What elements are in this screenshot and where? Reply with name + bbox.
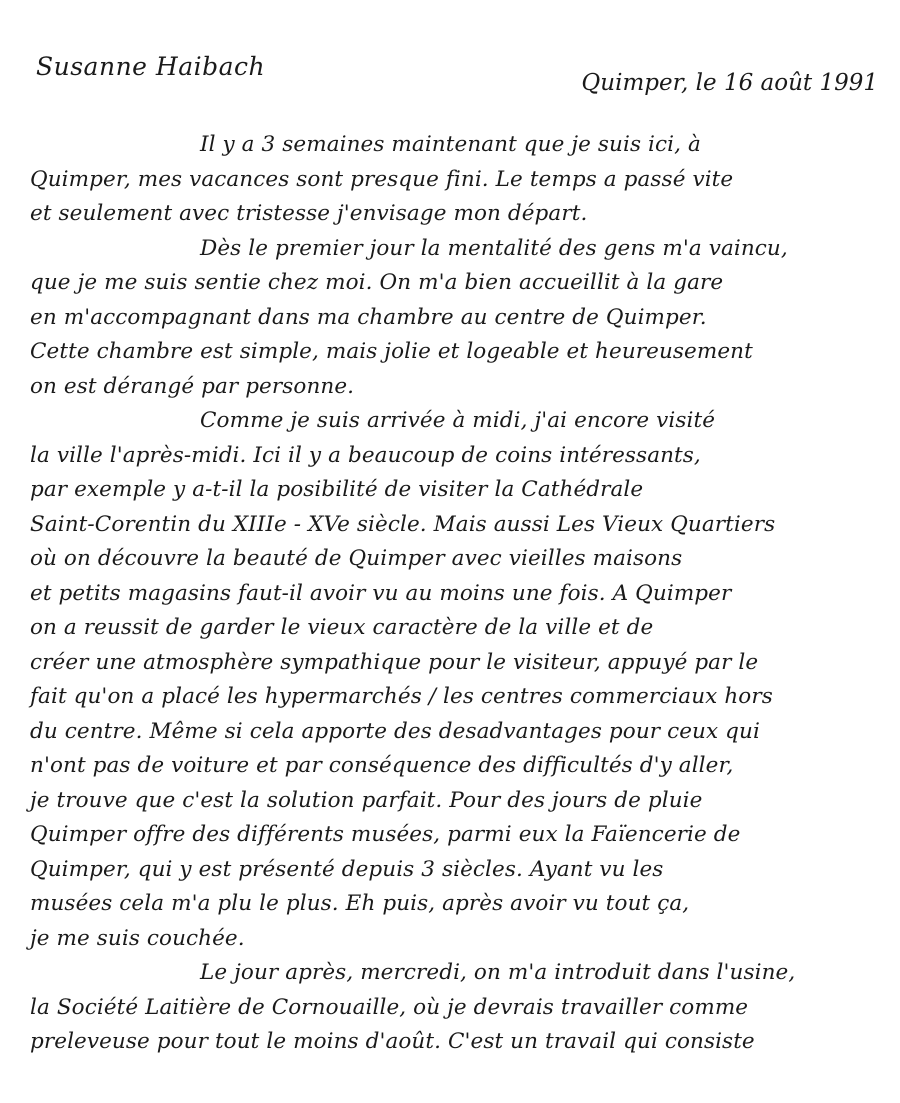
letter-line: créer une atmosphère sympathique pour le visiteur, appuyé par le (30, 649, 759, 675)
letter-line: par exemple y a-t-il la posibilité de visiter la Cathédrale (30, 477, 644, 502)
letter-line: fait qu'on a placé les hypermarchés / les centres commerciaux hors (30, 684, 773, 709)
letter-line: Cette chambre est simple, mais jolie et logeable et heureusement (30, 339, 753, 364)
letter-line: Comme je suis arrivée à midi, j'ai encore visité (200, 408, 716, 433)
place-and-date: Quimper, le 16 août 1991 (581, 70, 878, 96)
letter-line: n'ont pas de voiture et par conséquence des difficultés d'y aller, (30, 753, 734, 778)
letter-line: je trouve que c'est la solution parfait. Pour des jours de pluie (30, 787, 703, 813)
letter-line: la Société Laitière de Cornouaille, où je devrais travailler comme (30, 994, 749, 1020)
letter-line: du centre. Même si cela apporte des desadvantages pour ceux qui (30, 718, 760, 744)
letter-line: et petits magasins faut-il avoir vu au moins une fois. A Quimper (30, 580, 732, 606)
letter-line: la ville l'après-midi. Ici il y a beaucoup de coins intéressants, (30, 442, 701, 468)
letter-line: Il y a 3 semaines maintenant que je suis ici, à (200, 132, 701, 157)
letter-line: en m'accompagnant dans ma chambre au centre de Quimper. (30, 304, 707, 330)
letter-line: Le jour après, mercredi, on m'a introduit dans l'usine, (200, 960, 796, 985)
letter-line: je me suis couchée. (30, 925, 245, 951)
letter-line: Quimper, qui y est présenté depuis 3 siècles. Ayant vu les (30, 856, 664, 882)
letter-line: où on découvre la beauté de Quimper avec vieilles maisons (30, 546, 683, 571)
letter-line: Quimper offre des différents musées, parmi eux la Faïencerie de (30, 822, 741, 847)
letter-line: Quimper, mes vacances sont presque fini. Le temps a passé vite (30, 166, 734, 192)
letter-line: Saint-Corentin du XIIIe - XVe siècle. Mais aussi Les Vieux Quartiers (30, 511, 776, 537)
letter-line: musées cela m'a plu le plus. Eh puis, après avoir vu tout ça, (30, 891, 690, 916)
letter-line: on a reussit de garder le vieux caractère de la ville et de (30, 615, 654, 640)
letter-line: Dès le premier jour la mentalité des gens m'a vaincu, (200, 235, 788, 261)
letter-line: preleveuse pour tout le moins d'août. C'est un travail qui consiste (30, 1029, 755, 1054)
letter-line: on est dérangé par personne. (30, 373, 355, 399)
letter-line: et seulement avec tristesse j'envisage mon départ. (30, 201, 588, 226)
letter-line: que je me suis sentie chez moi. On m'a bien accueillit à la gare (30, 270, 724, 295)
author-name: Susanne Haibach (36, 52, 266, 81)
letter-body (30, 128, 892, 1060)
